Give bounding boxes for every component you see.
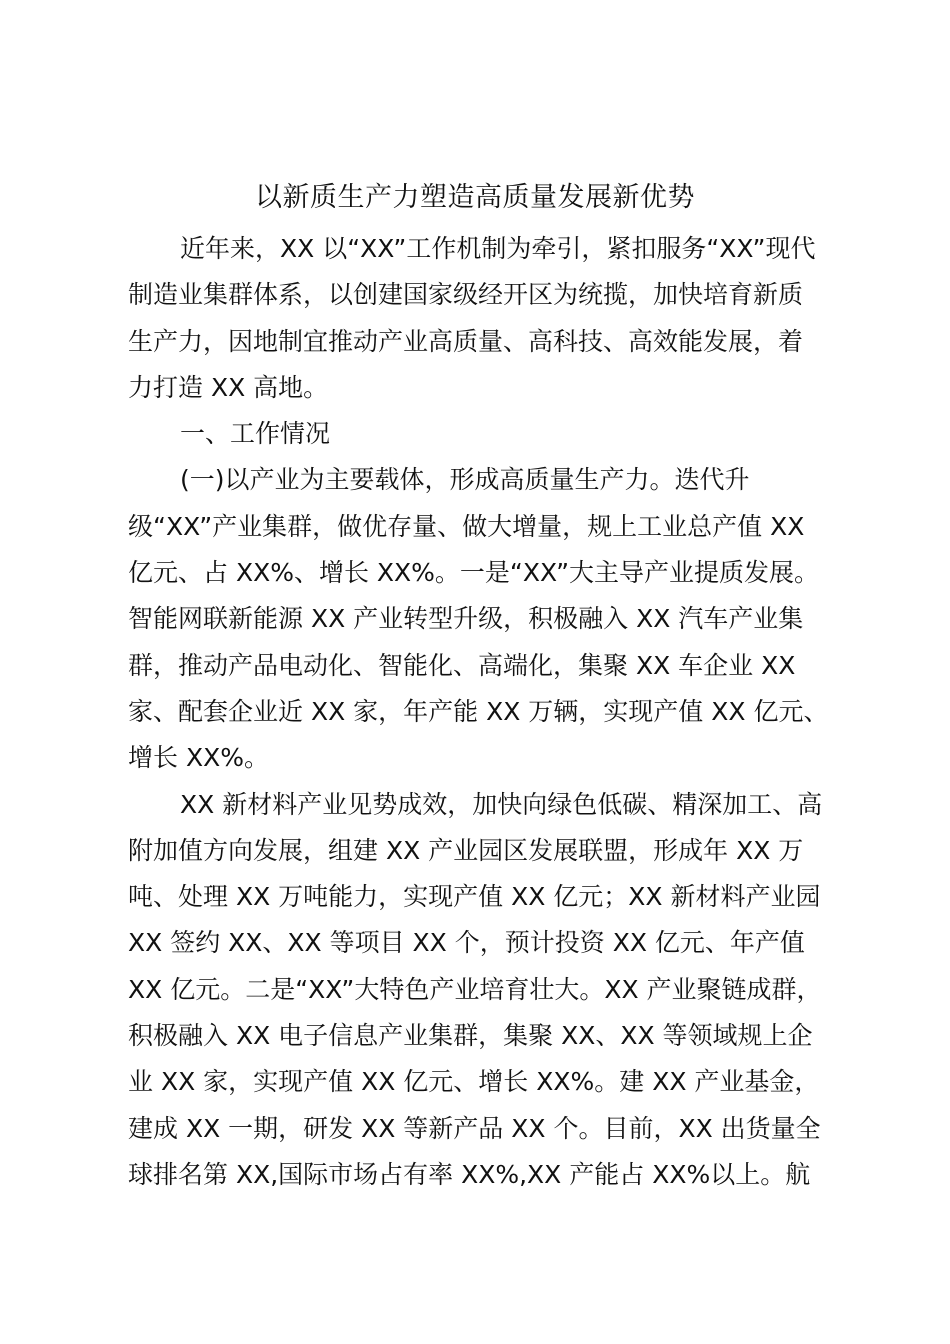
- paragraph-line: 业 XX 家，实现产值 XX 亿元、增长 XX%。建 XX 产业基金，: [128, 1067, 820, 1097]
- paragraph-line: 群，推动产品电动化、智能化、高端化，集聚 XX 车企业 XX: [128, 650, 796, 680]
- section-heading: 一、工作情况: [180, 419, 331, 449]
- document-body: [128, 226, 838, 1198]
- paragraph-line: XX 签约 XX、XX 等项目 XX 个，预计投资 XX 亿元、年产值: [128, 928, 805, 958]
- document-title: 以新质生产力塑造高质量发展新优势: [255, 182, 695, 213]
- paragraph-line: 生产力，因地制宜推动产业高质量、高科技、高效能发展，着: [128, 326, 804, 356]
- paragraph-line: XX 亿元。二是“XX”大特色产业培育壮大。XX 产业聚链成群，: [128, 974, 822, 1004]
- paragraph-line: 智能网联新能源 XX 产业转型升级，积极融入 XX 汽车产业集: [128, 604, 804, 634]
- paragraph-line: 级“XX”产业集群，做优存量、做大增量，规上工业总产值 XX: [128, 511, 805, 541]
- paragraph-line: 建成 XX 一期，研发 XX 等新产品 XX 个。目前，XX 出货量全: [128, 1113, 821, 1143]
- paragraph-line: (一)以产业为主要载体，形成高质量生产力。迭代升: [180, 465, 750, 495]
- paragraph-line: 近年来，XX 以“XX”工作机制为牵引，紧扣服务“XX”现代: [180, 234, 816, 263]
- paragraph-line: 球排名第 XX,国际市场占有率 XX%,XX 产能占 XX%以上。航: [128, 1159, 811, 1189]
- paragraph-line: 附加值方向发展，组建 XX 产业园区发展联盟，形成年 XX 万: [128, 835, 804, 865]
- paragraph-line: 增长 XX%。: [128, 743, 269, 773]
- paragraph-line: 亿元、占 XX%、增长 XX%。一是“XX”大主导产业提质发展。: [128, 558, 820, 588]
- paragraph-line: 家、配套企业近 XX 家，年产能 XX 万辆，实现产值 XX 亿元、: [128, 696, 829, 726]
- paragraph-line: 吨、处理 XX 万吨能力，实现产值 XX 亿元；XX 新材料产业园: [128, 882, 821, 912]
- paragraph-line: 积极融入 XX 电子信息产业集群，集聚 XX、XX 等领域规上企: [128, 1021, 813, 1051]
- paragraph-line: 制造业集群体系，以创建国家级经开区为统揽，加快培育新质: [128, 280, 804, 310]
- paragraph-line: XX 新材料产业见势成效，加快向绿色低碳、精深加工、高: [180, 789, 823, 819]
- paragraph-line: 力打造 XX 高地。: [128, 372, 329, 402]
